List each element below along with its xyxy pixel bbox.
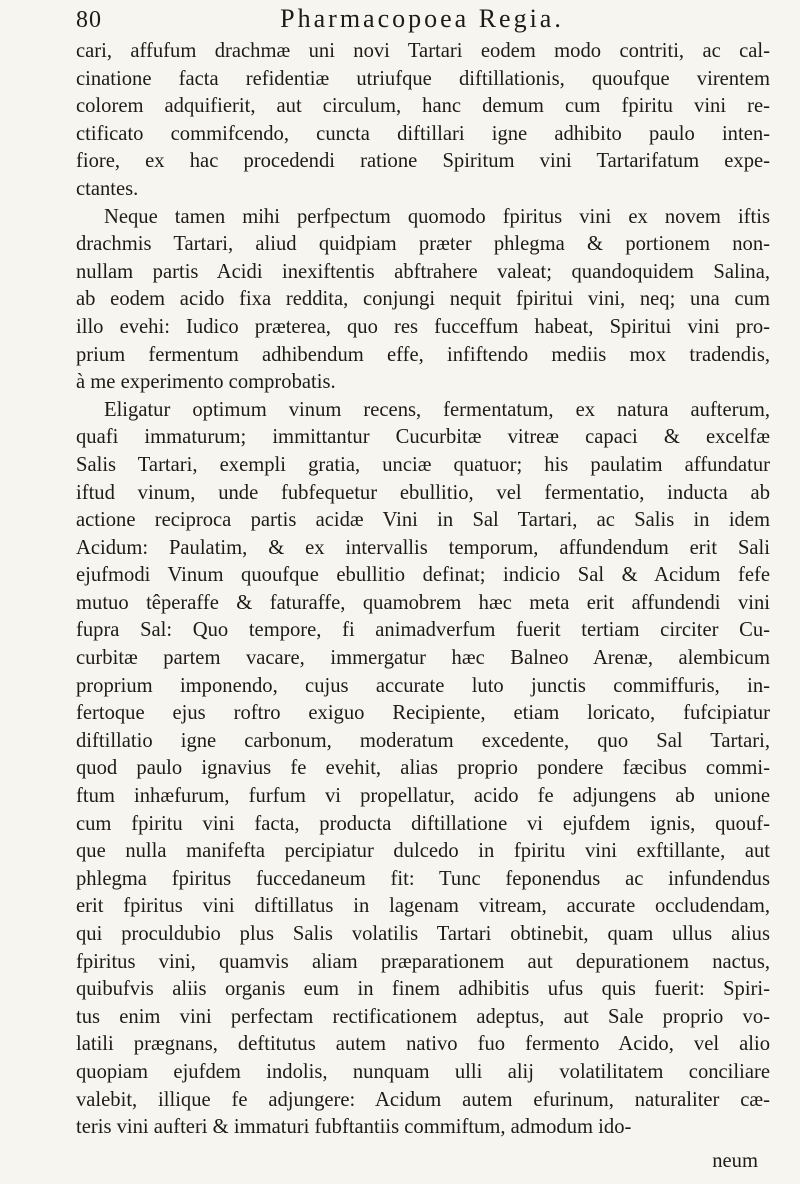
- text-line: iftud vinum, unde fubfequetur ebullitio, vel fermentatio, inducta ab: [76, 481, 770, 504]
- text-line: ctificato commifcendo, cuncta diftillari igne adhibito paulo inten-: [76, 122, 770, 145]
- text-line: cinatione facta refidentiæ utriufque diftillationis, quoufque virentem: [76, 67, 770, 90]
- text-line: prium fermentum adhibendum effe, infiftendo mediis mox tradendis,: [76, 343, 770, 366]
- text-line: curbitæ partem vacare, immergatur hæc Balneo Arenæ, alembicum: [76, 647, 770, 670]
- text-line: valebit, illique fe adjungere: Acidum autem efurinum, naturaliter cæ-: [76, 1088, 770, 1111]
- text-line: Salis Tartari, exempli gratia, unciæ quatuor; his paulatim affundatur: [76, 453, 770, 476]
- running-head: [76, 4, 770, 38]
- catchword: neum: [712, 1150, 758, 1172]
- text-line: phlegma fpiritus fuccedaneum fit: Tunc feponendus ac infundendus: [76, 867, 770, 890]
- text-line: quod paulo ignavius fe evehit, alias proprio pondere fæcibus commi-: [76, 757, 770, 780]
- text-line: diftillatio igne carbonum, moderatum excedente, quo Sal Tartari,: [76, 729, 770, 752]
- text-line: latili prægnans, deftitutus autem nativo fuo fermento Acido, vel alio: [76, 1033, 770, 1056]
- text-line: fiore, ex hac procedendi ratione Spiritum vini Tartarifatum expe-: [76, 150, 770, 173]
- text-line: illo evehi: Iudico præterea, quo res fucceffum habeat, Spiritui vini pro-: [76, 315, 770, 338]
- text-line: ctantes.: [76, 177, 139, 200]
- text-line: quibufvis aliis organis eum in finem adhibitis ufus quis fuerit: Spiri-: [76, 978, 770, 1001]
- text-line: fpiritus vini, quamvis aliam præparationem aut depurationem nactus,: [76, 950, 770, 973]
- text-line: cum fpiritu vini facta, producta diftillatione vi ejufdem ignis, quouf-: [76, 812, 770, 835]
- running-title: Pharmacopoea Regia.: [280, 4, 564, 33]
- text-line: colorem adquifierit, aut circulum, hanc demum cum fpiritu vini re-: [76, 95, 770, 118]
- page-number: 80: [76, 7, 102, 33]
- paragraph: [76, 397, 770, 1142]
- body-text: [76, 38, 770, 1142]
- text-line: Acidum: Paulatim, & ex intervallis temporum, affundendum erit Sali: [76, 536, 770, 559]
- text-line: ab eodem acido fixa reddita, conjungi nequit fpiritui vini, neq; una cum: [76, 288, 770, 311]
- paragraph: [76, 38, 770, 204]
- paragraph: [76, 204, 770, 397]
- text-line: Neque tamen mihi perfpectum quomodo fpiritus vini ex novem iftis: [104, 205, 770, 228]
- text-line: nullam partis Acidi inexiftentis abftrahere valeat; quandoquidem Salina,: [76, 260, 770, 283]
- text-line: quopiam ejufdem indolis, nunquam ulli alij volatilitatem conciliare: [76, 1060, 770, 1083]
- text-line: qui proculdubio plus Salis volatilis Tartari obtinebit, quam ullus alius: [76, 923, 770, 945]
- text-line: mutuo têperaffe & faturaffe, quamobrem hæc meta erit affundendi vini: [76, 591, 770, 614]
- text-line: ftum inhæfurum, furfum vi propellatur, acido fe adjungens ab unione: [76, 785, 770, 808]
- text-line: drachmis Tartari, aliud quidpiam præter phlegma & portionem non-: [76, 233, 770, 256]
- text-line: fupra Sal: Quo tempore, fi animadverfum fuerit tertiam circiter Cu-: [76, 619, 770, 642]
- text-line: erit fpiritus vini diftillatus in lagenam vitream, accurate occludendam,: [76, 895, 770, 918]
- text-line: fertoque ejus roftro exiguo Recipiente, etiam loricato, fufcipiatur: [76, 702, 770, 725]
- text-line: cari, affufum drachmæ uni novi Tartari eodem modo contriti, ac cal-: [76, 40, 770, 62]
- text-line: Eligatur optimum vinum recens, fermentatum, ex natura aufterum,: [104, 398, 770, 421]
- text-line: teris vini aufteri & immaturi fubftantiis commiftum, admodum ido-: [76, 1116, 632, 1139]
- text-line: ejufmodi Vinum quoufque ebullitio definat; indicio Sal & Acidum fefe: [76, 564, 770, 587]
- text-line: proprium imponendo, cujus accurate luto junctis commiffuris, in-: [76, 674, 770, 697]
- text-line: que nulla manifefta percipiatur dulcedo in fpiritu vini exftillante, aut: [76, 840, 770, 863]
- text-line: quafi immaturum; immittantur Cucurbitæ vitreæ capaci & excelfæ: [76, 426, 770, 449]
- text-line: tus enim vini perfectam rectificationem adeptus, aut Sale proprio vo-: [76, 1005, 770, 1028]
- text-line: à me experimento comprobatis.: [76, 371, 336, 394]
- text-line: actione reciproca partis acidæ Vini in Sal Tartari, ac Salis in idem: [76, 509, 770, 532]
